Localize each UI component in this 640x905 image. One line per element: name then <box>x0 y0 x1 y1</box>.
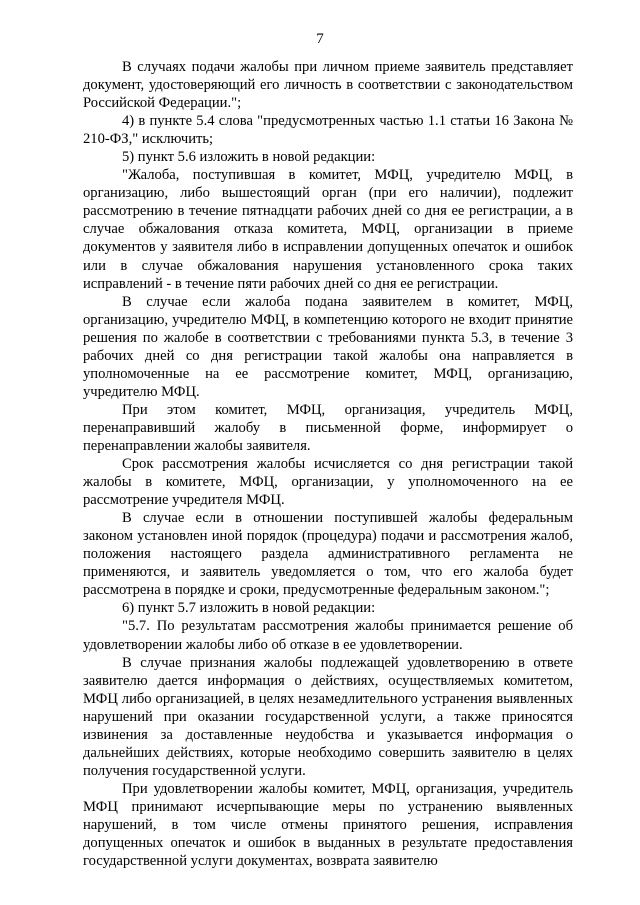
paragraph-personal-reception: В случаях подачи жалобы при личном приеме заявитель представляет документ, удостоверяющий его личность в соответствии с законодательством Российской Федерации."; <box>83 59 573 112</box>
paragraph-item-4: 4) в пункте 5.4 слова "предусмотренных частью 1.1 статьи 16 Закона № 210-ФЗ," исключить; <box>83 113 573 148</box>
paragraph-item-6-heading: 6) пункт 5.7 изложить в новой редакции: <box>122 600 376 617</box>
paragraph-complaint-satisfied-response: В случае признания жалобы подлежащей удовлетворению в ответе заявителю дается информация о действиях, осуществляемых комитетом, МФЦ либо организацией, в целях незамедлительного устранения выявленных нарушений при оказании государственной услуги, а также приносятся извинения за доставленные неудобства и указывается информация о дальнейших действиях, которые необходимо совершить заявителю в целях получения государственной услуги. <box>83 654 573 779</box>
paragraph-review-period-start: Срок рассмотрения жалобы исчисляется со дня регистрации такой жалобы в комитете, МФЦ, организации, у уполномоченного на ее рассмотрение учредителя МФЦ. <box>83 456 573 509</box>
paragraph-applicant-notification: При этом комитет, МФЦ, организация, учредитель МФЦ, перенаправивший жалобу в письменной форме, информирует о перенаправлении жалобы заявителя. <box>83 401 573 454</box>
paragraph-remedial-measures: При удовлетворении жалобы комитет, МФЦ, организация, учредитель МФЦ принимают исчерпывающие меры по устранению выявленных нарушений, в том числе отмены принятого решения, исправления допущенных опечаток и ошибок в выданных в результате предоставления государственной услуги документах, возврата заявителю <box>83 780 573 870</box>
paragraph-item-5-heading: 5) пункт 5.6 изложить в новой редакции: <box>122 149 376 166</box>
paragraph-complaint-redirect: В случае если жалоба подана заявителем в комитет, МФЦ, организацию, учредителю МФЦ, в компетенцию которого не входит принятие решения по жалобе в соответствии с требованиями пункта 5.3, в течение 3 рабочих дней со дня регистрации такой жалобы она направляется в уполномоченные на ее рассмотрение комитет, МФЦ, организацию, учредителю МФЦ. <box>83 293 573 400</box>
paragraph-complaint-review-term: "Жалоба, поступившая в комитет, МФЦ, учредителю МФЦ, в организацию, либо вышестоящий орган (при его наличии), подлежит рассмотрению в течение пятнадцати рабочих дней со дня ее регистрации, а в случае обжалования отказа комитета, МФЦ, организации в приеме документов у заявителя либо в исправлении допущенных опечаток и ошибок или в случае обжалования нарушения установленного срока таких исправлений - в течение пяти рабочих дней со дня ее регистрации. <box>83 167 573 292</box>
paragraph-federal-law-procedure: В случае если в отношении поступившей жалобы федеральным законом установлен иной порядок (процедура) подачи и рассмотрения жалоб, положения настоящего раздела административного регламента не применяются, и заявитель уведомляется о том, что его жалоба будет рассмотрена в порядке и сроки, предусмотренные федеральным законом."; <box>83 510 573 599</box>
page-number: 7 <box>316 31 324 47</box>
paragraph-5-7-decision: "5.7. По результатам рассмотрения жалобы принимается решение об удовлетворении жалобы либо об отказе в ее удовлетворении. <box>83 618 573 653</box>
document-body <box>83 58 573 870</box>
